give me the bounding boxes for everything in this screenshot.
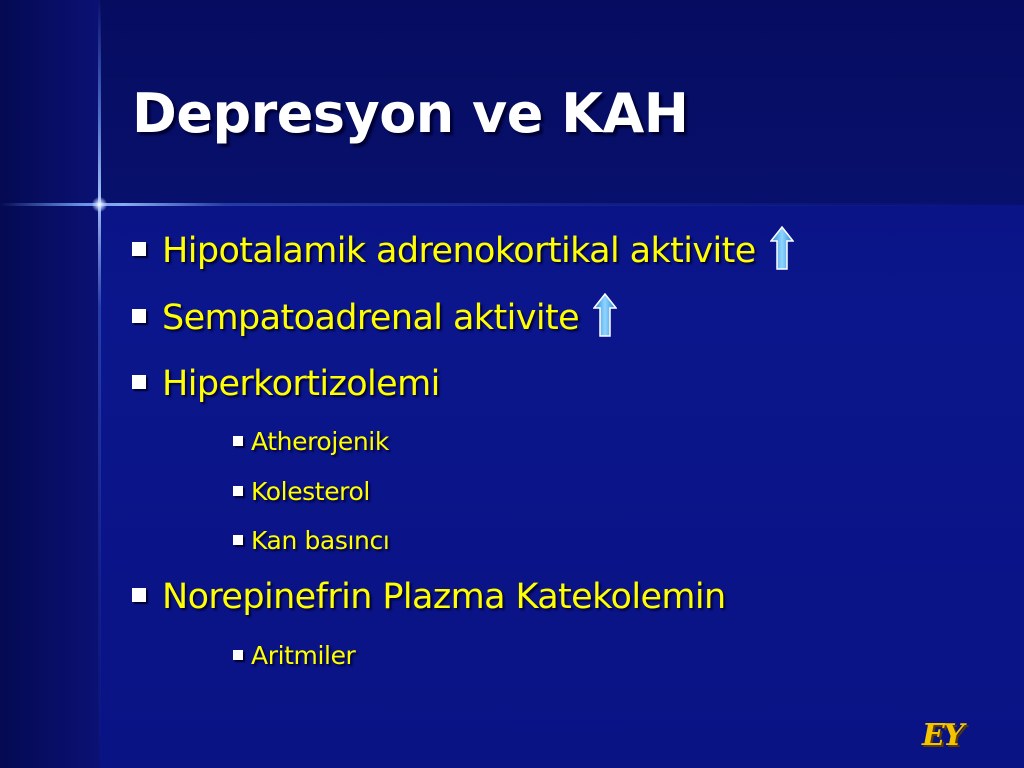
square-bullet-icon bbox=[132, 309, 146, 323]
square-bullet-icon bbox=[233, 535, 243, 545]
vertical-light-line bbox=[98, 0, 101, 768]
sub-bullet-item-text: Kan basıncı bbox=[251, 526, 390, 555]
bullet-item-text: Norepinefrin Plazma Katekolemin bbox=[162, 577, 726, 617]
up-arrow-icon bbox=[593, 293, 617, 337]
sub-bullet-item bbox=[233, 477, 370, 506]
slide-title: Depresyon ve KAH bbox=[132, 82, 689, 145]
sub-bullet-item-text: Atherojenik bbox=[251, 427, 389, 456]
square-bullet-icon bbox=[233, 436, 243, 446]
sub-bullet-item bbox=[233, 427, 389, 456]
square-bullet-icon bbox=[233, 486, 243, 496]
left-background-band bbox=[0, 0, 100, 768]
up-arrow-icon bbox=[770, 226, 794, 270]
bullet-item-text: Hiperkortizolemi bbox=[162, 364, 440, 404]
bullet-item-text: Sempatoadrenal aktivite bbox=[162, 298, 580, 338]
square-bullet-icon bbox=[132, 242, 146, 256]
bullet-item bbox=[132, 230, 794, 274]
ey-logo: EY bbox=[922, 718, 963, 753]
sub-bullet-item bbox=[233, 526, 389, 555]
bullet-item-text: Hipotalamik adrenokortikal aktivite bbox=[162, 231, 756, 271]
sub-bullet-item-text: Aritmiler bbox=[251, 641, 356, 670]
bullet-item bbox=[132, 364, 440, 404]
sparkle-icon bbox=[92, 197, 107, 212]
square-bullet-icon bbox=[132, 375, 146, 389]
square-bullet-icon bbox=[132, 588, 146, 602]
square-bullet-icon bbox=[233, 650, 243, 660]
bullet-item bbox=[132, 577, 726, 617]
horizontal-light-line bbox=[0, 203, 1024, 206]
bullet-item bbox=[132, 297, 617, 341]
sub-bullet-item-text: Kolesterol bbox=[251, 477, 370, 506]
sub-bullet-item bbox=[233, 641, 355, 670]
